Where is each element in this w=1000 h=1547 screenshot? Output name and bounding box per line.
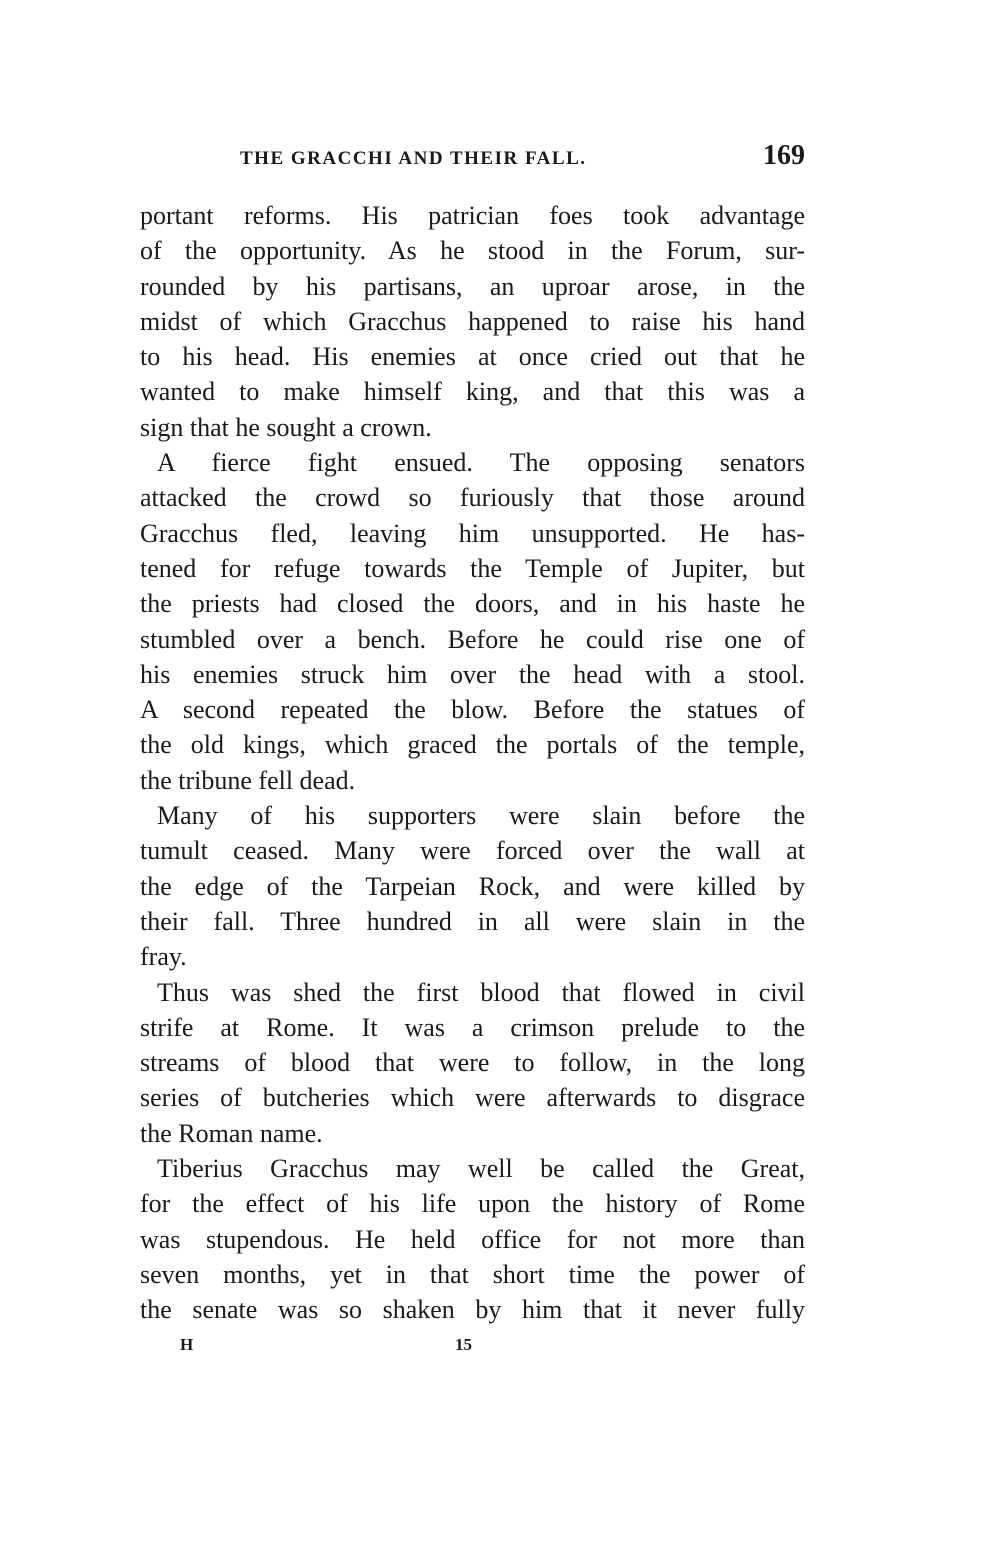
text-line: sign that he sought a crown. <box>140 412 432 442</box>
paragraph <box>140 975 805 1151</box>
text-line: to his head. His enemies at once cried out that he <box>140 342 805 372</box>
text-line: Many of his supporters were slain before the <box>157 801 805 831</box>
text-line: midst of which Gracchus happened to raise his hand <box>140 306 805 336</box>
text-line: fray. <box>140 942 187 972</box>
text-line: Tiberius Gracchus may well be called the Great, <box>157 1154 805 1184</box>
text-line: the tribune fell dead. <box>140 765 356 795</box>
text-line: wanted to make himself king, and that this was a <box>140 377 805 407</box>
text-line: for the effect of his life upon the history of Rome <box>140 1189 805 1219</box>
page-number: 169 <box>763 140 805 171</box>
paragraph <box>140 1151 805 1327</box>
text-line: the old kings, which graced the portals of the temple, <box>140 730 805 760</box>
text-line: the Roman name. <box>140 1118 323 1148</box>
text-line: attacked the crowd so furiously that those around <box>140 483 805 513</box>
text-line: series of butcheries which were afterwards to disgrace <box>140 1083 805 1113</box>
text-line: stumbled over a bench. Before he could rise one of <box>140 624 805 654</box>
text-line: was stupendous. He held office for not more than <box>140 1224 805 1254</box>
text-line: the edge of the Tarpeian Rock, and were killed by <box>140 871 805 901</box>
text-line: tened for refuge towards the Temple of Jupiter, but <box>140 553 805 583</box>
text-line: the senate was so shaken by him that it never fully <box>140 1295 805 1325</box>
paragraph <box>140 198 805 445</box>
text-line: rounded by his partisans, an uproar arose, in the <box>140 271 805 301</box>
signature-mark: H <box>180 1335 194 1354</box>
text-line: A fierce fight ensued. The opposing senators <box>157 448 805 478</box>
paragraph <box>140 798 805 974</box>
running-title: THE GRACCHI AND THEIR FALL. <box>240 148 587 169</box>
text-line: the priests had closed the doors, and in his haste he <box>140 589 805 619</box>
page-body <box>140 198 805 1328</box>
text-line: seven months, yet in that short time the power of <box>140 1259 805 1289</box>
text-line: portant reforms. His patrician foes took advantage <box>140 201 805 230</box>
text-line: of the opportunity. As he stood in the Forum, sur- <box>140 236 805 266</box>
paragraph <box>140 445 805 798</box>
text-line: tumult ceased. Many were forced over the wall at <box>140 836 805 866</box>
text-line: strife at Rome. It was a crimson prelude to the <box>140 1012 805 1042</box>
text-line: A second repeated the blow. Before the statues of <box>140 695 805 725</box>
text-line: Gracchus fled, leaving him unsupported. He has- <box>140 518 805 548</box>
text-line: his enemies struck him over the head with a stool. <box>140 659 805 689</box>
gathering-number: 15 <box>455 1335 472 1354</box>
text-line: Thus was shed the first blood that flowed in civil <box>157 977 805 1007</box>
text-line: streams of blood that were to follow, in the long <box>140 1048 805 1078</box>
running-header <box>140 140 805 176</box>
text-line: their fall. Three hundred in all were slain in the <box>140 906 805 936</box>
